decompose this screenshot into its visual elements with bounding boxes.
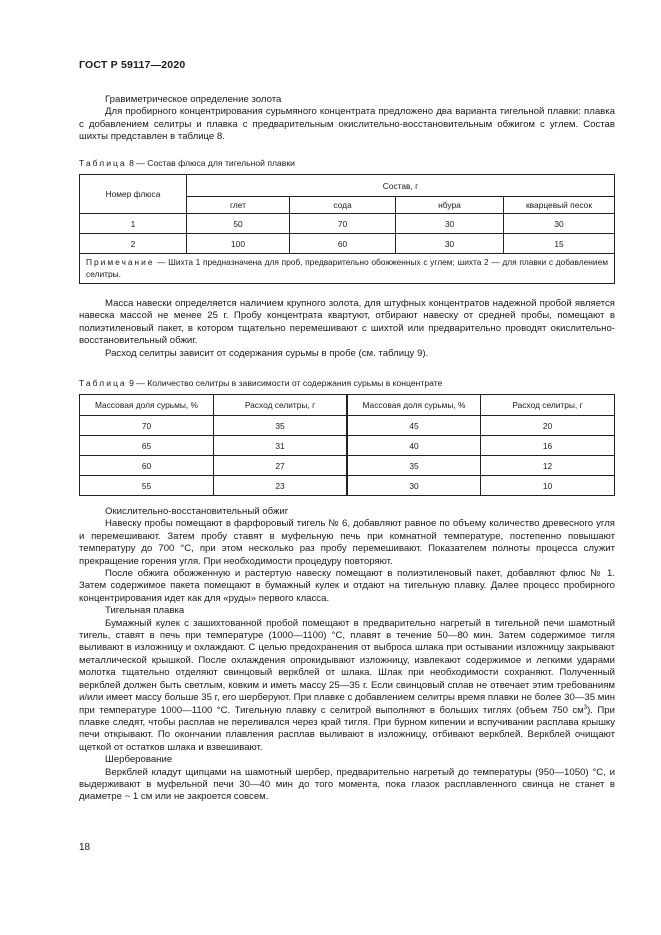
- text-run: ). При плавке следят, чтобы расплав не переливался через край тигля. При бурном кипении и вспучивании расплава крышку печи открывают. По окончании плавления расплав выливают в изложницу, отбивают веркблей. Веркблей очищают щеткой от остатков шлака и взвешивают.: [79, 704, 615, 753]
- col-saltpeter-consumption: Расход селитры, г: [214, 395, 348, 416]
- caption-word: Таблица: [79, 158, 127, 168]
- paragraph: Для пробирного концентрирования сурьмяного концентрата предложено два варианта тигельной плавки: плавка с добавлением селитры и плавка с предварительным окислительно-восстановительным обжигом с углем. Состав шихты представлен в таблице 8.: [79, 106, 615, 143]
- cell: 20: [481, 416, 615, 436]
- table9-caption: [79, 378, 442, 388]
- cell: 30: [347, 476, 481, 496]
- paragraph: Расход селитры зависит от содержания сурьмы в пробе (см. таблицу 9).: [105, 347, 429, 359]
- col-quartz: кварцевый песок: [504, 197, 615, 214]
- cell: 70: [80, 416, 214, 436]
- table9: [79, 394, 615, 496]
- cell: 31: [214, 436, 348, 456]
- table-row: [80, 214, 615, 234]
- cell: 30: [504, 214, 615, 234]
- note-text: — Шихта 1 предназначена для проб, предварительно обожженных с углем; шихта 2 — для плавки с добавлением селитры.: [86, 257, 608, 279]
- table8: [79, 174, 615, 284]
- section-heading: Окислительно-восстановительный обжиг: [105, 506, 289, 517]
- table-row: [80, 456, 615, 476]
- col-saltpeter-consumption: Расход селитры, г: [481, 395, 615, 416]
- table8-caption: [79, 158, 295, 168]
- paragraph: Веркблей кладут щипцами на шамотный шербер, предварительно нагретый до температуры (950—1050) °С, и выдерживают в муфельной печи 30—40 мин до того момента, пока глазок расплавленного свинца не станет в диаметре ~ 1 см или не закроется совсем.: [79, 766, 615, 803]
- col-composition: Состав, г: [187, 175, 615, 197]
- caption-word: Таблица: [79, 378, 127, 388]
- section-heading: Гравиметрическое определение золота: [105, 94, 282, 105]
- note-word: Примечание: [86, 257, 155, 267]
- cell: 15: [504, 234, 615, 254]
- superscript: 3: [583, 704, 588, 711]
- table-note-row: [80, 254, 615, 284]
- col-borax: нбура: [396, 197, 504, 214]
- section-body: [79, 506, 615, 804]
- section-heading: Тигельная плавка: [105, 605, 185, 617]
- cell: 65: [80, 436, 214, 456]
- text-run: Бумажный кулек с зашихтованной пробой помещают в предварительно нагретый в тигельной печи шамотный тигель, ставят в печь при температуре (1000—1100) °С, плавят в течение 50—80 мин. Затем содержимое тигля выливают в изложницу и охлаждают. С целью предохранения от выброса шлака при остывании изложницу закрывают металлической крышкой. После охлаждения опрокидывают изложницу, извлекают содержимое и легкими ударами молотка тщательно отделяют свинцовый веркблей от шлака. Шлак при необходимости сохраняют. Полученный веркблей должен быть светлым, ковким и иметь массу 25—35 г. Если свинцовый сплав не отвечает этим требованиям и/или имеет массу больше 35 г, его шерберуют. При плавке с добавлением селитры время плавки не более 30—35 мин при температуре 1000—1100 °С. Тигельную плавку с селитрой выполняют в больших тиглях (объем 750 см: [79, 617, 615, 716]
- cell: 12: [481, 456, 615, 476]
- table-row: [80, 476, 615, 496]
- table-row: [80, 416, 615, 436]
- cell: 2: [80, 234, 187, 254]
- cell: 1: [80, 214, 187, 234]
- cell: 45: [347, 416, 481, 436]
- paragraph: [79, 618, 615, 754]
- section-heading: Шерберование: [105, 754, 173, 766]
- col-antimony-share: Массовая доля сурьмы, %: [347, 395, 481, 416]
- cell: 30: [396, 234, 504, 254]
- table-row: [80, 234, 615, 254]
- cell: 40: [347, 436, 481, 456]
- cell: 27: [214, 456, 348, 476]
- paragraph: Навеску пробы помещают в фарфоровый тигель № 6, добавляют равное по объему количество древесного угля и перемешивают. Затем пробу ставят в муфельную печь при комнатной температуре, постепенно повышают температуру до 700 °С, при этом несколько раз пробу перемешивают. Показателем полноты процесса служит прекращение горения угля. При необходимости процедуру повторяют.: [79, 518, 615, 567]
- cell: 100: [187, 234, 290, 254]
- document-header: ГОСТ Р 59117—2020: [79, 59, 186, 71]
- caption-text: 9 — Количество селитры в зависимости от содержания сурьмы в концентрате: [129, 378, 443, 388]
- col-soda: сода: [290, 197, 396, 214]
- cell: 23: [214, 476, 348, 496]
- table-row: [80, 436, 615, 456]
- col-glet: глет: [187, 197, 290, 214]
- col-antimony-share: Массовая доля сурьмы, %: [80, 395, 214, 416]
- table-note: [80, 254, 615, 284]
- cell: 70: [290, 214, 396, 234]
- section-gravimetric: [79, 94, 615, 144]
- cell: 30: [396, 214, 504, 234]
- cell: 10: [481, 476, 615, 496]
- cell: 16: [481, 436, 615, 456]
- caption-text: 8 — Состав флюса для тигельной плавки: [129, 158, 295, 168]
- section-sample-mass: [79, 298, 615, 360]
- cell: 35: [347, 456, 481, 476]
- cell: 55: [80, 476, 214, 496]
- paragraph: Масса навески определяется наличием крупного золота, для штуфных концентратов надежной пробой является навеска массой не менее 25 г. Пробу концентрата квартуют, отбирают навеску от средней пробы, помещают в полиэтиленовый пакет, в котором тщательно перемешивают с шихтой или предварительно проводят окислительно-восстановительный обжиг.: [79, 298, 615, 347]
- cell: 50: [187, 214, 290, 234]
- cell: 60: [290, 234, 396, 254]
- cell: 35: [214, 416, 348, 436]
- cell: 60: [80, 456, 214, 476]
- page-number: 18: [79, 842, 91, 853]
- col-flux-number: Номер флюса: [80, 175, 187, 214]
- paragraph: После обжига обожженную и растертую навеску помещают в полиэтиленовый пакет, добавляют флюс № 1. Затем содержимое пакета помещают в бумажный кулек и отдают на тигельную плавку. Далее процесс пробирного концентрирования идет как для «руды» первого класса.: [79, 568, 615, 604]
